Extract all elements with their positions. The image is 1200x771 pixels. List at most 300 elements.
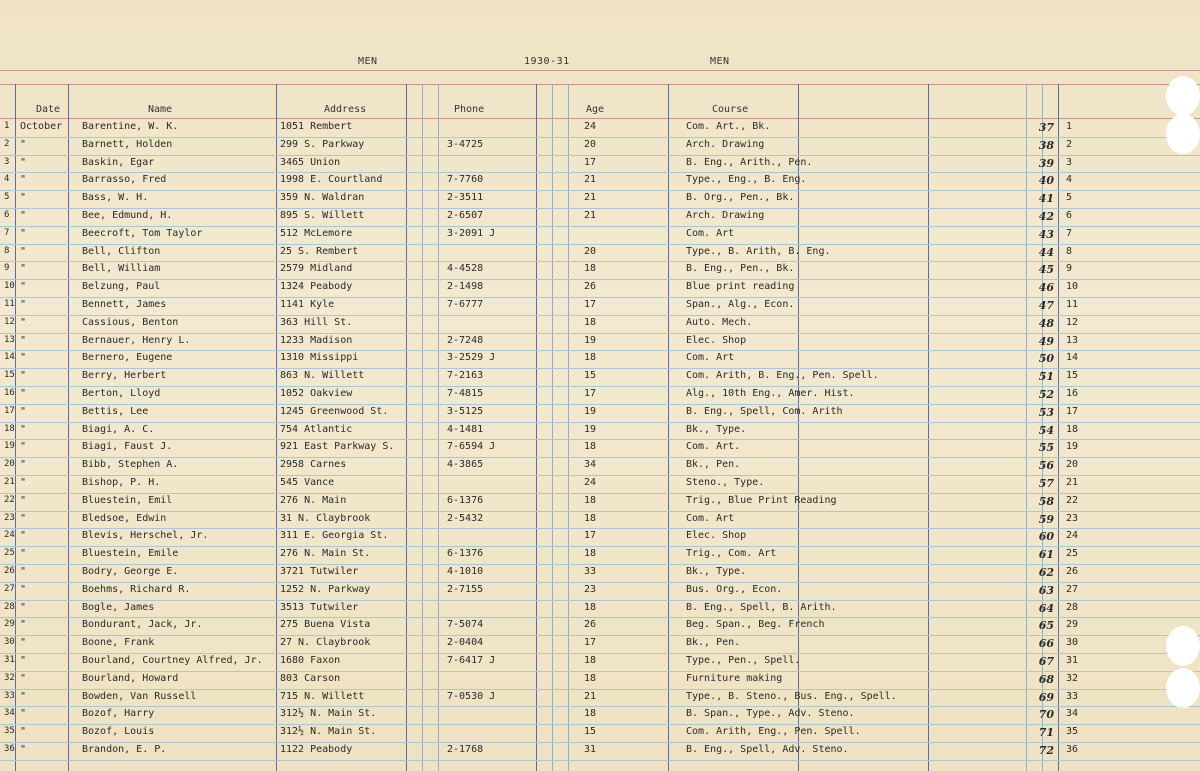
row-age: 18 bbox=[584, 672, 597, 684]
row-address: 1998 E. Courtland bbox=[280, 174, 383, 186]
table-row bbox=[0, 155, 1200, 174]
row-name: Bass, W. H. bbox=[82, 192, 149, 204]
row-age: 26 bbox=[584, 619, 597, 631]
row-age: 20 bbox=[584, 138, 597, 150]
row-number-right: 35 bbox=[1066, 726, 1079, 738]
row-address: 311 E. Georgia St. bbox=[280, 530, 389, 542]
row-address: 803 Carson bbox=[280, 672, 341, 684]
row-name: Bluestein, Emile bbox=[82, 548, 179, 560]
row-date: " bbox=[20, 370, 27, 382]
row-age: 17 bbox=[584, 299, 597, 310]
row-address: 3513 Tutwiler bbox=[280, 601, 359, 613]
row-date: " bbox=[20, 655, 27, 666]
row-date: " bbox=[20, 263, 27, 275]
row-index: 38 bbox=[1038, 138, 1054, 152]
row-number-right: 9 bbox=[1066, 263, 1073, 275]
row-age: 21 bbox=[584, 192, 597, 204]
row-date: " bbox=[20, 441, 27, 453]
col-course: Course bbox=[712, 104, 749, 115]
row-index: 48 bbox=[1038, 316, 1054, 330]
row-phone: 7-2163 bbox=[447, 370, 484, 382]
row-phone: 3-4725 bbox=[447, 138, 484, 150]
row-age: 18 bbox=[584, 601, 597, 613]
row-date: " bbox=[20, 334, 27, 346]
row-age: 18 bbox=[584, 352, 597, 364]
row-course: Com. Arith, Eng., Pen. Spell. bbox=[686, 726, 861, 738]
row-number: 18 bbox=[4, 423, 15, 434]
row-number-right: 32 bbox=[1066, 672, 1079, 684]
row-address: 275 Buena Vista bbox=[280, 619, 371, 631]
row-number: 16 bbox=[4, 388, 15, 398]
row-number: 31 bbox=[4, 655, 15, 665]
row-number-right: 15 bbox=[1066, 370, 1079, 382]
table-row bbox=[0, 137, 1200, 156]
row-number-right: 28 bbox=[1066, 601, 1079, 613]
row-number-right: 19 bbox=[1066, 441, 1079, 453]
row-index: 72 bbox=[1038, 744, 1054, 757]
row-date: " bbox=[20, 672, 27, 684]
row-number-right: 7 bbox=[1066, 227, 1073, 239]
row-name: Bee, Edmund, H. bbox=[82, 210, 173, 221]
row-number: 21 bbox=[4, 477, 15, 487]
row-phone: 4-4528 bbox=[447, 263, 484, 275]
row-course: B. Eng., Spell, Adv. Steno. bbox=[686, 744, 849, 755]
row-index: 41 bbox=[1038, 192, 1054, 206]
row-course: Bk., Type. bbox=[686, 566, 747, 577]
row-name: Blevis, Herschel, Jr. bbox=[82, 530, 209, 542]
table-row bbox=[0, 671, 1200, 690]
row-number-right: 36 bbox=[1066, 744, 1079, 755]
row-index: 51 bbox=[1038, 370, 1054, 384]
row-phone: 7-5074 bbox=[447, 619, 484, 631]
row-date: " bbox=[20, 690, 27, 702]
row-index: 69 bbox=[1038, 690, 1054, 704]
row-index: 68 bbox=[1038, 672, 1054, 686]
row-number: 7 bbox=[4, 227, 10, 238]
row-age: 31 bbox=[584, 744, 597, 755]
table-row bbox=[0, 279, 1200, 298]
row-number-right: 13 bbox=[1066, 334, 1079, 346]
row-course: Type., Pen., Spell. bbox=[686, 655, 801, 666]
row-name: Bell, William bbox=[82, 263, 161, 275]
row-phone: 2-7248 bbox=[447, 334, 484, 346]
row-number: 2 bbox=[4, 138, 10, 149]
row-address: 1324 Peabody bbox=[280, 281, 353, 293]
rule-header-top bbox=[0, 84, 1200, 85]
row-index: 37 bbox=[1038, 121, 1054, 134]
row-date: " bbox=[20, 388, 27, 399]
table-row bbox=[0, 190, 1200, 209]
row-age: 19 bbox=[584, 423, 597, 435]
row-number: 32 bbox=[4, 672, 15, 683]
row-name: Bourland, Courtney Alfred, Jr. bbox=[82, 655, 263, 666]
row-address: 863 N. Willett bbox=[280, 370, 365, 382]
row-number: 3 bbox=[4, 156, 10, 167]
row-number-right: 20 bbox=[1066, 459, 1079, 471]
row-index: 46 bbox=[1038, 281, 1054, 295]
row-number: 36 bbox=[4, 744, 15, 754]
row-address: 27 N. Claybrook bbox=[280, 637, 371, 649]
row-address: 299 S. Parkway bbox=[280, 138, 365, 150]
row-name: Barrasso, Fred bbox=[82, 174, 167, 186]
row-name: Bowden, Van Russell bbox=[82, 690, 197, 702]
table-row bbox=[0, 261, 1200, 280]
row-course: B. Eng., Spell, Com. Arith bbox=[686, 405, 843, 417]
row-number: 28 bbox=[4, 601, 15, 612]
row-number: 8 bbox=[4, 245, 10, 256]
row-name: Bozof, Louis bbox=[82, 726, 155, 738]
row-name: Bishop, P. H. bbox=[82, 477, 161, 488]
row-course: Bk., Pen. bbox=[686, 459, 741, 471]
row-number: 9 bbox=[4, 263, 10, 274]
row-phone: 7-6417 J bbox=[447, 655, 496, 666]
row-date: " bbox=[20, 138, 27, 150]
row-number-right: 17 bbox=[1066, 405, 1079, 417]
row-number-right: 4 bbox=[1066, 174, 1073, 186]
row-number-right: 31 bbox=[1066, 655, 1079, 666]
row-address: 3721 Tutwiler bbox=[280, 566, 359, 577]
row-name: Berry, Herbert bbox=[82, 370, 167, 382]
row-address: 363 Hill St. bbox=[280, 316, 353, 328]
row-number: 27 bbox=[4, 583, 15, 594]
row-address: 1310 Missippi bbox=[280, 352, 359, 364]
row-number-right: 6 bbox=[1066, 210, 1073, 221]
row-name: Bennett, James bbox=[82, 299, 167, 310]
row-course: Com. Art. bbox=[686, 441, 741, 453]
row-date: " bbox=[20, 708, 27, 720]
row-date: " bbox=[20, 601, 27, 613]
row-phone: 2-6507 bbox=[447, 210, 484, 221]
row-phone: 7-0530 J bbox=[447, 690, 496, 702]
table-row bbox=[0, 297, 1200, 316]
row-course: Com. Art., Bk. bbox=[686, 121, 771, 132]
row-address: 895 S. Willett bbox=[280, 210, 365, 221]
row-course: Elec. Shop bbox=[686, 530, 747, 542]
table-row bbox=[0, 244, 1200, 263]
table-row bbox=[0, 386, 1200, 405]
row-date: " bbox=[20, 405, 27, 417]
row-course: Bk., Pen. bbox=[686, 637, 741, 649]
row-name: Bozof, Harry bbox=[82, 708, 155, 720]
row-age: 15 bbox=[584, 726, 597, 738]
row-date: " bbox=[20, 156, 27, 168]
row-number: 10 bbox=[4, 281, 15, 292]
row-number: 34 bbox=[4, 708, 15, 719]
row-phone: 2-7155 bbox=[447, 583, 484, 595]
row-index: 70 bbox=[1038, 708, 1054, 722]
row-number: 19 bbox=[4, 441, 15, 452]
row-address: 25 S. Rembert bbox=[280, 245, 359, 257]
row-age: 21 bbox=[584, 690, 597, 702]
row-number: 20 bbox=[4, 459, 15, 470]
row-name: Boone, Frank bbox=[82, 637, 155, 649]
table-row bbox=[0, 368, 1200, 387]
row-index: 60 bbox=[1038, 530, 1054, 544]
row-date: " bbox=[20, 637, 27, 649]
header-left: MEN bbox=[358, 56, 378, 67]
row-age: 18 bbox=[584, 548, 597, 560]
table-row bbox=[0, 582, 1200, 601]
row-address: 1252 N. Parkway bbox=[280, 583, 371, 595]
row-phone: 2-1768 bbox=[447, 744, 484, 755]
row-age: 24 bbox=[584, 477, 597, 488]
row-address: 754 Atlantic bbox=[280, 423, 353, 435]
row-number-right: 16 bbox=[1066, 388, 1079, 399]
row-age: 18 bbox=[584, 708, 597, 720]
row-address: 276 N. Main St. bbox=[280, 548, 371, 560]
row-course: Bk., Type. bbox=[686, 423, 747, 435]
table-row bbox=[0, 706, 1200, 725]
row-number-right: 14 bbox=[1066, 352, 1079, 364]
row-course: Bus. Org., Econ. bbox=[686, 583, 783, 595]
row-index: 66 bbox=[1038, 637, 1054, 651]
row-number: 23 bbox=[4, 512, 15, 523]
header-year: 1930-31 bbox=[524, 56, 570, 67]
row-number-right: 18 bbox=[1066, 423, 1079, 435]
row-course: Arch. Drawing bbox=[686, 210, 765, 221]
row-name: Bibb, Stephen A. bbox=[82, 459, 179, 471]
row-phone: 4-3865 bbox=[447, 459, 484, 471]
row-phone: 3-2091 J bbox=[447, 227, 496, 239]
row-number-right: 23 bbox=[1066, 512, 1079, 524]
row-index: 39 bbox=[1038, 156, 1054, 170]
row-number: 30 bbox=[4, 637, 15, 648]
row-index: 52 bbox=[1038, 388, 1054, 401]
row-course: Type., Eng., B. Eng. bbox=[686, 174, 807, 186]
row-index: 61 bbox=[1038, 548, 1054, 562]
row-address: 31 N. Claybrook bbox=[280, 512, 371, 524]
row-address: 1680 Faxon bbox=[280, 655, 341, 666]
row-number: 15 bbox=[4, 370, 15, 381]
row-index: 62 bbox=[1038, 566, 1054, 579]
row-phone: 7-4815 bbox=[447, 388, 484, 399]
row-date: " bbox=[20, 477, 27, 488]
row-number: 26 bbox=[4, 566, 15, 576]
row-date: " bbox=[20, 619, 27, 631]
row-number: 24 bbox=[4, 530, 15, 541]
table-row bbox=[0, 439, 1200, 458]
row-name: Bledsoe, Edwin bbox=[82, 512, 167, 524]
row-number: 33 bbox=[4, 690, 15, 701]
row-phone: 2-0404 bbox=[447, 637, 484, 649]
row-date: " bbox=[20, 530, 27, 542]
row-address: 921 East Parkway S. bbox=[280, 441, 395, 453]
row-age: 17 bbox=[584, 156, 597, 168]
row-number: 35 bbox=[4, 726, 15, 737]
row-date: " bbox=[20, 245, 27, 257]
row-phone: 2-3511 bbox=[447, 192, 484, 204]
row-number-right: 10 bbox=[1066, 281, 1079, 293]
row-number-right: 24 bbox=[1066, 530, 1079, 542]
row-number: 17 bbox=[4, 405, 15, 416]
row-index: 53 bbox=[1038, 405, 1054, 419]
row-address: 2579 Midland bbox=[280, 263, 353, 275]
row-name: Baskin, Egar bbox=[82, 156, 155, 168]
row-index: 40 bbox=[1038, 174, 1054, 188]
row-course: Steno., Type. bbox=[686, 477, 765, 488]
row-date: " bbox=[20, 494, 27, 506]
row-index: 71 bbox=[1038, 726, 1054, 740]
table-row bbox=[0, 493, 1200, 512]
row-number: 11 bbox=[4, 299, 15, 309]
row-date: " bbox=[20, 566, 27, 577]
table-row bbox=[0, 546, 1200, 565]
col-age: Age bbox=[586, 104, 605, 115]
row-course: Trig., Blue Print Reading bbox=[686, 494, 837, 506]
header-right: MEN bbox=[710, 56, 730, 67]
row-number: 6 bbox=[4, 210, 10, 220]
row-course: B. Span., Type., Adv. Steno. bbox=[686, 708, 855, 720]
row-course: B. Org., Pen., Bk. bbox=[686, 192, 795, 204]
row-phone: 4-1481 bbox=[447, 423, 484, 435]
row-course: Type., B. Arith, B. Eng. bbox=[686, 245, 831, 257]
binder-hole bbox=[1166, 626, 1200, 666]
row-phone: 2-1498 bbox=[447, 281, 484, 293]
row-date: " bbox=[20, 281, 27, 293]
row-name: Bondurant, Jack, Jr. bbox=[82, 619, 203, 631]
row-age: 24 bbox=[584, 121, 597, 132]
row-age: 18 bbox=[584, 655, 597, 666]
row-date: " bbox=[20, 352, 27, 364]
row-course: Com. Art bbox=[686, 512, 735, 524]
table-row bbox=[0, 350, 1200, 369]
row-number-right: 25 bbox=[1066, 548, 1079, 560]
row-index: 42 bbox=[1038, 210, 1054, 223]
row-address: 312½ N. Main St. bbox=[280, 708, 377, 720]
row-index: 43 bbox=[1038, 227, 1054, 241]
row-course: Com. Art bbox=[686, 227, 735, 239]
row-age: 15 bbox=[584, 370, 597, 382]
row-date: " bbox=[20, 174, 27, 186]
row-course: Arch. Drawing bbox=[686, 138, 765, 150]
row-index: 49 bbox=[1038, 334, 1054, 348]
row-number-right: 5 bbox=[1066, 192, 1073, 204]
row-name: Biagi, A. C. bbox=[82, 423, 155, 435]
row-number-right: 12 bbox=[1066, 316, 1079, 328]
row-name: Bourland, Howard bbox=[82, 672, 179, 684]
table-row bbox=[0, 119, 1200, 138]
row-number: 5 bbox=[4, 192, 10, 203]
row-age: 18 bbox=[584, 512, 597, 524]
row-address: 1051 Rembert bbox=[280, 121, 353, 132]
row-number-right: 2 bbox=[1066, 138, 1073, 150]
row-age: 26 bbox=[584, 281, 597, 293]
row-number-right: 1 bbox=[1066, 121, 1073, 132]
binder-hole bbox=[1166, 114, 1200, 154]
row-course: Blue print reading bbox=[686, 281, 795, 293]
binder-hole bbox=[1166, 668, 1200, 708]
row-name: Brandon, E. P. bbox=[82, 744, 167, 755]
row-name: Bluestein, Emil bbox=[82, 494, 173, 506]
row-name: Barentine, W. K. bbox=[82, 121, 179, 132]
row-index: 59 bbox=[1038, 512, 1054, 526]
table-row bbox=[0, 528, 1200, 547]
row-index: 65 bbox=[1038, 619, 1054, 633]
row-date: " bbox=[20, 512, 27, 524]
row-age: 18 bbox=[584, 441, 597, 453]
row-address: 545 Vance bbox=[280, 477, 335, 488]
row-index: 44 bbox=[1038, 245, 1054, 259]
row-number-right: 22 bbox=[1066, 494, 1079, 506]
row-course: Auto. Mech. bbox=[686, 316, 753, 328]
row-number-right: 3 bbox=[1066, 156, 1073, 168]
row-number-right: 11 bbox=[1066, 299, 1079, 310]
row-age: 19 bbox=[584, 405, 597, 417]
row-index: 47 bbox=[1038, 299, 1054, 312]
row-name: Biagi, Faust J. bbox=[82, 441, 173, 453]
binder-hole bbox=[1166, 76, 1200, 116]
row-phone: 6-1376 bbox=[447, 548, 484, 560]
row-index: 50 bbox=[1038, 352, 1054, 366]
row-date: " bbox=[20, 459, 27, 471]
row-date: " bbox=[20, 744, 27, 755]
table-row bbox=[0, 475, 1200, 494]
row-number-right: 21 bbox=[1066, 477, 1079, 488]
row-age: 18 bbox=[584, 263, 597, 275]
table-row bbox=[0, 422, 1200, 441]
table-row bbox=[0, 724, 1200, 743]
row-index: 57 bbox=[1038, 477, 1054, 490]
row-date: October bbox=[20, 121, 63, 132]
row-address: 359 N. Waldran bbox=[280, 192, 365, 204]
row-name: Belzung, Paul bbox=[82, 281, 161, 293]
row-date: " bbox=[20, 210, 27, 221]
row-age: 34 bbox=[584, 459, 597, 471]
row-course: Alg., 10th Eng., Amer. Hist. bbox=[686, 388, 855, 399]
table-row bbox=[0, 226, 1200, 245]
row-phone: 4-1010 bbox=[447, 566, 484, 577]
row-phone: 3-5125 bbox=[447, 405, 484, 417]
row-index: 56 bbox=[1038, 459, 1054, 473]
row-index: 64 bbox=[1038, 601, 1054, 615]
row-address: 3465 Union bbox=[280, 156, 341, 168]
row-phone: 7-6594 J bbox=[447, 441, 496, 453]
row-name: Cassious, Benton bbox=[82, 316, 179, 328]
row-age: 21 bbox=[584, 210, 597, 221]
row-course: Trig., Com. Art bbox=[686, 548, 777, 560]
row-number: 1 bbox=[4, 121, 10, 131]
row-phone: 7-7760 bbox=[447, 174, 484, 186]
row-number-right: 30 bbox=[1066, 637, 1079, 649]
table-row bbox=[0, 742, 1200, 761]
row-course: B. Eng., Pen., Bk. bbox=[686, 263, 795, 275]
row-address: 2958 Carnes bbox=[280, 459, 347, 471]
table-row bbox=[0, 457, 1200, 476]
row-number: 12 bbox=[4, 316, 15, 327]
row-course: Type., B. Steno., Bus. Eng., Spell. bbox=[686, 690, 897, 702]
row-number: 14 bbox=[4, 352, 15, 363]
row-date: " bbox=[20, 299, 27, 310]
row-age: 18 bbox=[584, 494, 597, 506]
col-date: Date bbox=[36, 104, 61, 115]
row-course: Elec. Shop bbox=[686, 334, 747, 346]
row-address: 1141 Kyle bbox=[280, 299, 335, 310]
row-address: 1233 Madison bbox=[280, 334, 353, 346]
row-date: " bbox=[20, 583, 27, 595]
row-course: Com. Arith, B. Eng., Pen. Spell. bbox=[686, 370, 879, 382]
row-course: B. Eng., Spell, B. Arith. bbox=[686, 601, 837, 613]
row-name: Beecroft, Tom Taylor bbox=[82, 227, 203, 239]
row-number: 25 bbox=[4, 548, 15, 559]
row-name: Berton, Lloyd bbox=[82, 388, 161, 399]
col-address: Address bbox=[324, 104, 367, 115]
col-name: Name bbox=[148, 104, 173, 115]
table-row bbox=[0, 689, 1200, 708]
row-index: 67 bbox=[1038, 655, 1054, 668]
row-number-right: 8 bbox=[1066, 245, 1073, 257]
row-age: 17 bbox=[584, 530, 597, 542]
table-row bbox=[0, 635, 1200, 654]
